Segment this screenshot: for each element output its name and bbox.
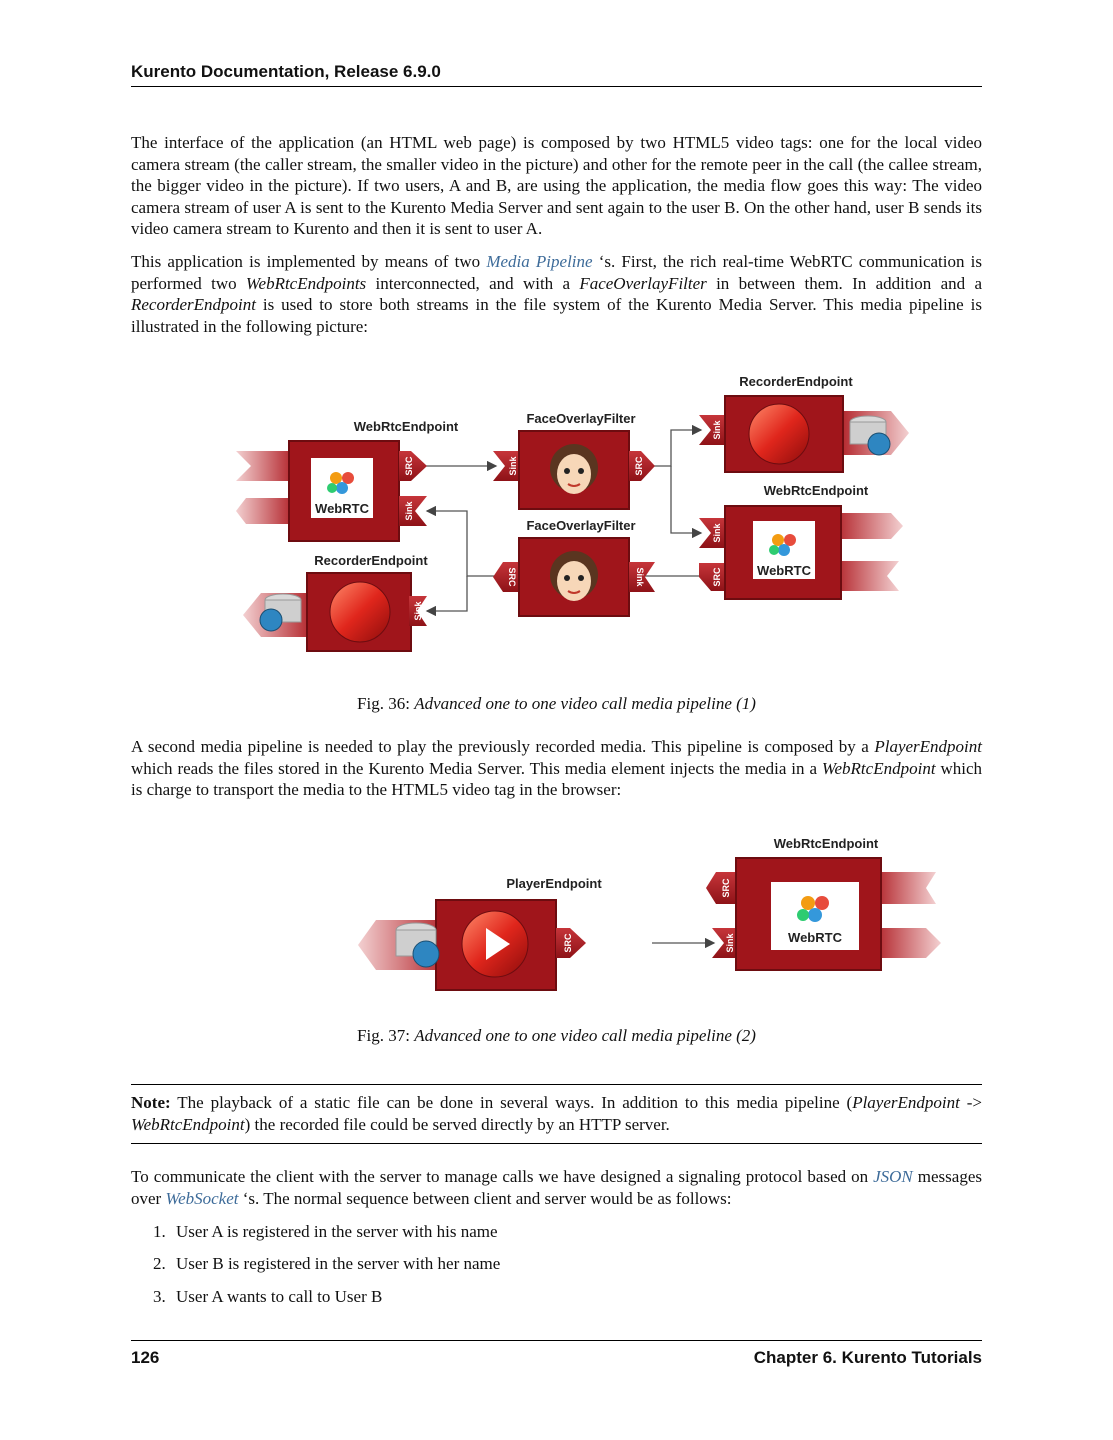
- list-number: 1.: [153, 1222, 166, 1241]
- text: which reads the files stored in the Kurento Media Server. This media element injects the media in a: [131, 758, 822, 778]
- figure-37-diagram: [296, 828, 879, 1000]
- sink-port-label: Sink: [712, 523, 722, 543]
- emphasis: WebRtcEndpoints: [245, 273, 367, 293]
- text: ->: [959, 1093, 983, 1112]
- sink-port-label: Sink: [725, 933, 735, 953]
- webrtc-logo-text: WebRTC: [757, 563, 811, 578]
- face-overlay-filter-bottom-label: FaceOverlayFilter: [526, 518, 636, 533]
- text: The playback of a static file can be done in several ways. In addition to this media pipeline (: [170, 1093, 853, 1112]
- media-in-tag: [836, 561, 899, 591]
- running-header: [131, 62, 982, 87]
- globe-icon: [868, 433, 890, 455]
- connector: [427, 576, 467, 611]
- connector: [427, 511, 496, 576]
- emphasis: PlayerEndpoint: [874, 737, 982, 756]
- sink-port-label: Sink: [508, 456, 518, 476]
- list-item: [131, 1287, 982, 1309]
- face-overlay-filter-top-label: FaceOverlayFilter: [526, 411, 636, 426]
- media-out-tag: [836, 513, 903, 539]
- media-in-tag: [236, 451, 293, 481]
- list-number: 3.: [153, 1287, 166, 1306]
- header-title: Kurento Documentation, Release 6.9.0: [131, 62, 441, 81]
- src-port-label: SRC: [634, 456, 644, 476]
- caption-prefix: Fig. 37:: [357, 1026, 415, 1045]
- caption-prefix: Fig. 36:: [357, 694, 415, 713]
- webrtc-logo-text: WebRTC: [315, 501, 369, 516]
- text: ) the recorded file could be served directly by an HTTP server.: [244, 1114, 670, 1134]
- emphasis: FaceOverlayFilter: [579, 273, 707, 293]
- webrtc-endpoint-left-label: WebRtcEndpoint: [353, 419, 459, 434]
- src-port-label: SRC: [712, 567, 722, 587]
- list-number: 2.: [153, 1254, 166, 1273]
- page-number: 126: [131, 1348, 160, 1367]
- sink-port-label: Sink: [712, 420, 722, 440]
- text: messages over: [131, 1167, 982, 1208]
- text: interconnected, and with a: [366, 273, 580, 293]
- webrtc-endpoint-right-label: WebRtcEndpoint: [763, 483, 869, 498]
- caption-title: Advanced one to one video call media pipeline (2): [414, 1026, 756, 1045]
- figure-36-diagram: [231, 368, 891, 658]
- globe-icon: [413, 941, 439, 967]
- text: To communicate the client with the server to manage calls we have designed a signaling protocol based on: [131, 1167, 874, 1186]
- webrtc-logo-text: WebRTC: [788, 930, 842, 945]
- list-item: [131, 1254, 982, 1276]
- webrtc-endpoint-label: WebRtcEndpoint: [773, 836, 879, 851]
- media-in-tag: [876, 872, 936, 904]
- emphasis: WebRtcEndpoint: [821, 758, 936, 778]
- face-overlay-filter-top: [493, 411, 655, 509]
- webrtc-endpoint-left: [236, 419, 459, 541]
- src-port-label: SRC: [721, 878, 731, 898]
- list-text: User B is registered in the server with her name: [176, 1254, 501, 1273]
- text: is used to store both streams in the file system of the Kurento Media Server. This media pipeline is illustrated in the following picture:: [131, 295, 982, 336]
- record-icon: [330, 582, 390, 642]
- list-text: User A is registered in the server with his name: [176, 1222, 498, 1241]
- src-port-label: SRC: [404, 456, 414, 476]
- running-footer: [131, 1340, 982, 1371]
- media-pipeline-link[interactable]: Media Pipeline: [486, 252, 593, 271]
- websocket-link[interactable]: WebSocket: [165, 1188, 239, 1208]
- webrtc-endpoint-right: [699, 483, 903, 599]
- player-endpoint: [358, 876, 602, 990]
- note-box: [131, 1084, 982, 1144]
- sink-port-label: Sink: [404, 501, 414, 521]
- chapter-title: Chapter 6. Kurento Tutorials: [753, 1348, 982, 1367]
- connector: [671, 466, 701, 533]
- emphasis: RecorderEndpoint: [131, 295, 256, 315]
- recorder-endpoint-bottom-label: RecorderEndpoint: [314, 553, 428, 568]
- note-label: Note:: [131, 1093, 171, 1112]
- src-port-label: SRC: [507, 567, 517, 587]
- list-text: User A wants to call to User B: [176, 1287, 383, 1306]
- webrtc-endpoint: [706, 836, 941, 970]
- globe-icon: [260, 609, 282, 631]
- media-out-tag: [876, 928, 941, 958]
- media-out-tag: [236, 498, 293, 524]
- recorder-endpoint-top-label: RecorderEndpoint: [739, 374, 853, 389]
- note-text: [131, 1092, 982, 1135]
- text: ‘s. First, the rich real-time WebRTC communication is performed two: [131, 252, 982, 293]
- json-link[interactable]: JSON: [873, 1167, 913, 1186]
- text: in between them. In addition and a: [706, 273, 982, 293]
- signaling-paragraph: [131, 1166, 982, 1209]
- player-endpoint-label: PlayerEndpoint: [506, 876, 602, 891]
- recorder-endpoint-bottom: [243, 553, 428, 651]
- pipeline-paragraph: [131, 251, 982, 337]
- emphasis: WebRtcEndpoint: [131, 1114, 245, 1134]
- text: This application is implemented by means of two: [131, 252, 487, 271]
- figure-36-caption: [131, 694, 982, 714]
- text: which is charge to transport the media to the HTML5 video tag in the browser:: [131, 758, 983, 800]
- text: ‘s. The normal sequence between client and server would be as follows:: [238, 1188, 732, 1208]
- list-item: [131, 1222, 982, 1244]
- second-pipeline-paragraph: [131, 736, 982, 801]
- intro-paragraph: The interface of the application (an HTML web page) is composed by two HTML5 video tags: one for the local video camera stream (the caller stream, the smaller video in the picture) and other for the remote peer in the call (the callee stream, the bigger video in the picture). If two users, A and B, are using the application, the media flow goes this way: The video camera stream of user A is sent to the Kurento Media Server and sent again to the user B. On the other hand, user B sends its video camera stream to Kurento and then it is sent to user A.: [131, 133, 982, 239]
- emphasis: PlayerEndpoint: [852, 1093, 960, 1112]
- recorder-endpoint-top: [699, 374, 909, 472]
- sink-port-label: Sink: [635, 567, 645, 587]
- caption-title: Advanced one to one video call media pipeline (1): [414, 694, 756, 713]
- figure-37-caption: [131, 1026, 982, 1046]
- record-icon: [749, 404, 809, 464]
- src-port-label: SRC: [563, 933, 573, 953]
- sink-port-label: Sink: [413, 601, 423, 621]
- text: A second media pipeline is needed to play the previously recorded media. This pipeline is composed by a: [131, 737, 875, 756]
- face-overlay-filter-bottom: [493, 518, 655, 616]
- document-page: [131, 0, 982, 1440]
